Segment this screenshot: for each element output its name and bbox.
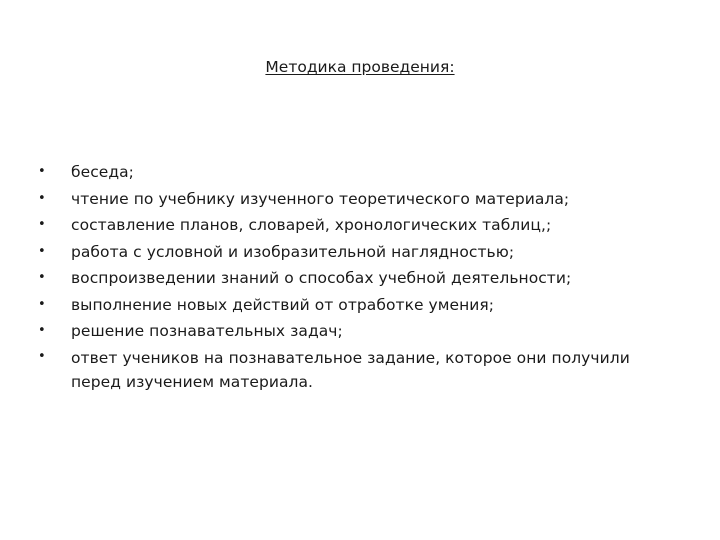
bullet-dot-icon: • — [38, 348, 46, 364]
bullet-text: ответ учеников на познавательное задание, которое они получили перед изучением материала. — [71, 348, 630, 391]
bullet-text: воспроизведении знаний о способах учебной деятельности; — [71, 269, 572, 287]
bullet-item — [38, 318, 678, 345]
bullet-dot-icon: • — [38, 164, 46, 179]
bullet-item — [38, 212, 678, 239]
bullet-dot-icon: • — [38, 296, 46, 312]
bullet-item — [38, 292, 678, 319]
bullet-dot-icon: • — [38, 270, 46, 285]
bullet-item — [38, 159, 678, 186]
bullet-list — [38, 159, 678, 394]
slide-title — [0, 58, 720, 76]
bullet-item — [38, 265, 678, 292]
bullet-dot-icon: • — [38, 217, 46, 232]
bullet-text: чтение по учебнику изученного теоретического материала; — [71, 189, 570, 208]
bullet-dot-icon: • — [38, 243, 46, 259]
bullet-dot-icon: • — [38, 190, 46, 206]
bullet-text: составление планов, словарей, хронологических таблиц,; — [71, 216, 552, 234]
slide-title-text: Методика проведения: — [265, 58, 455, 76]
bullet-item — [38, 186, 678, 213]
bullet-text: выполнение новых действий от отработке умения; — [71, 295, 495, 314]
bullet-text: решение познавательных задач; — [71, 322, 343, 340]
bullet-text: беседа; — [71, 163, 134, 181]
bullet-item — [38, 239, 678, 266]
bullet-item — [38, 345, 678, 394]
bullet-text: работа с условной и изобразительной наглядностью; — [71, 242, 515, 261]
bullet-dot-icon: • — [38, 323, 46, 338]
